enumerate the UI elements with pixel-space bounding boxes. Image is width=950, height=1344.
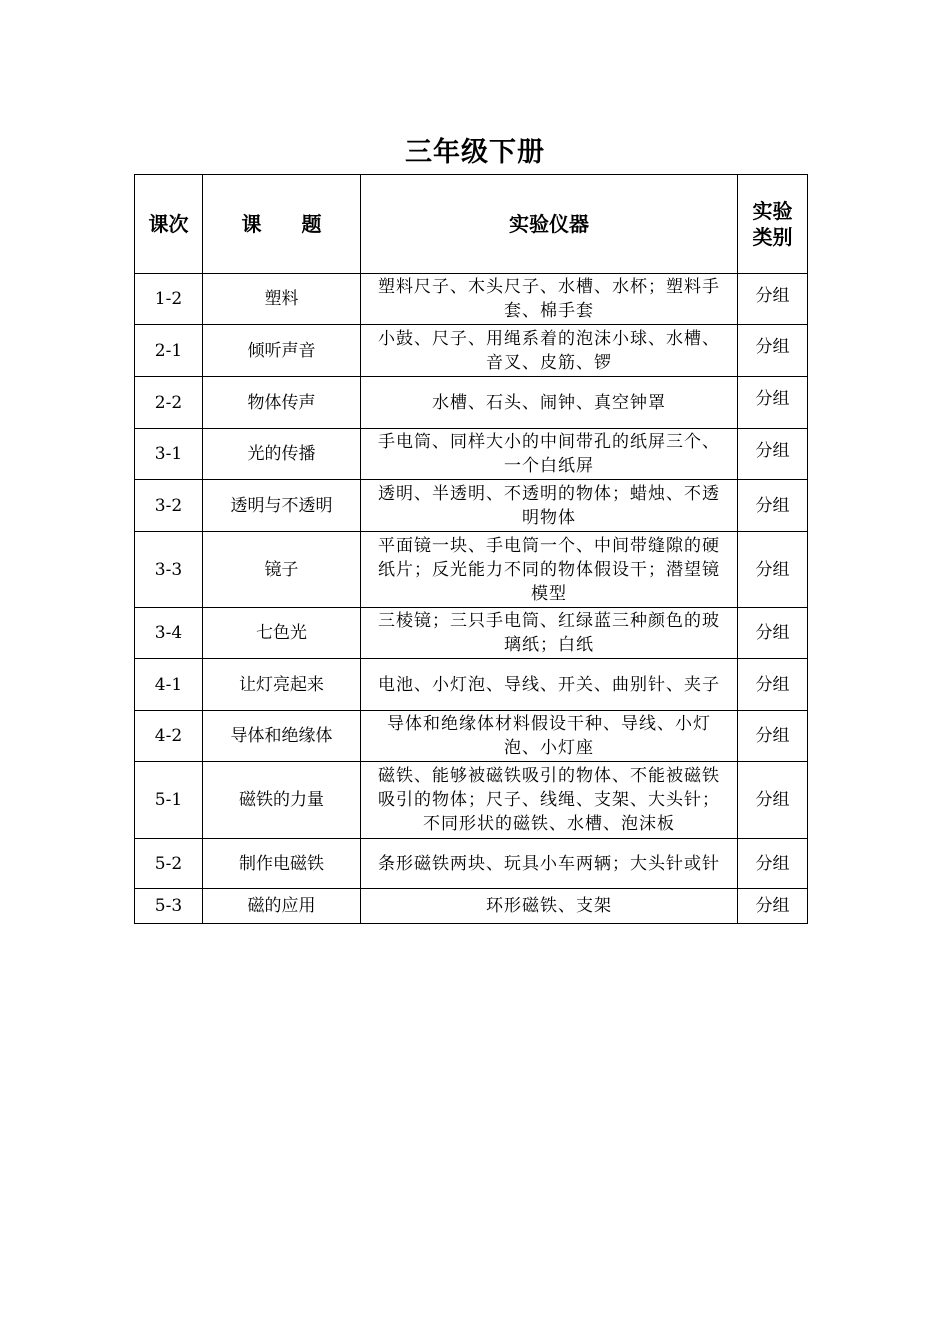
table-row (135, 429, 808, 480)
equipment-cell: 三棱镜；三只手电筒、红绿蓝三种颜色的玻璃纸；白纸 (361, 608, 738, 659)
page-title: 三年级下册 (405, 137, 545, 168)
lesson-cell: 2-1 (135, 325, 203, 377)
equipment-cell: 透明、半透明、不透明的物体；蜡烛、不透明物体 (361, 480, 738, 532)
equipment-cell: 小鼓、尺子、用绳系着的泡沫小球、水槽、音叉、皮筋、锣 (361, 325, 738, 377)
category-cell: 分组 (738, 608, 808, 659)
lesson-cell: 1-2 (135, 274, 203, 325)
table-row (135, 325, 808, 377)
equipment-cell: 环形磁铁、支架 (361, 889, 738, 924)
lesson-cell: 4-1 (135, 659, 203, 711)
lesson-cell: 3-3 (135, 532, 203, 608)
lesson-cell: 3-1 (135, 429, 203, 480)
category-cell: 分组 (738, 274, 808, 325)
header-row (135, 175, 808, 274)
table-row (135, 889, 808, 924)
lesson-cell: 5-1 (135, 762, 203, 839)
header-category: 实验类别 (738, 175, 808, 274)
topic-cell: 塑料 (203, 274, 361, 325)
topic-cell: 七色光 (203, 608, 361, 659)
category-cell: 分组 (738, 659, 808, 711)
category-cell: 分组 (738, 762, 808, 839)
header-topic: 课 题 (203, 175, 361, 274)
table-row (135, 711, 808, 762)
topic-cell: 倾听声音 (203, 325, 361, 377)
topic-cell: 物体传声 (203, 377, 361, 429)
category-cell: 分组 (738, 711, 808, 762)
category-cell: 分组 (738, 480, 808, 532)
lesson-cell: 4-2 (135, 711, 203, 762)
topic-cell: 镜子 (203, 532, 361, 608)
category-cell: 分组 (738, 889, 808, 924)
category-cell: 分组 (738, 325, 808, 377)
lesson-cell: 5-2 (135, 839, 203, 889)
table-row (135, 839, 808, 889)
equipment-cell: 导体和绝缘体材料假设干种、导线、小灯泡、小灯座 (361, 711, 738, 762)
header-equipment: 实验仪器 (361, 175, 738, 274)
equipment-cell: 手电筒、同样大小的中间带孔的纸屏三个、一个白纸屏 (361, 429, 738, 480)
category-cell: 分组 (738, 377, 808, 429)
lesson-cell: 3-2 (135, 480, 203, 532)
category-cell: 分组 (738, 532, 808, 608)
equipment-cell: 条形磁铁两块、玩具小车两辆；大头针或针 (361, 839, 738, 889)
header-lesson: 课次 (135, 175, 203, 274)
lesson-cell: 2-2 (135, 377, 203, 429)
table-row (135, 659, 808, 711)
equipment-cell: 水槽、石头、闹钟、真空钟罩 (361, 377, 738, 429)
equipment-cell: 电池、小灯泡、导线、开关、曲别针、夹子 (361, 659, 738, 711)
topic-cell: 透明与不透明 (203, 480, 361, 532)
topic-cell: 制作电磁铁 (203, 839, 361, 889)
topic-cell: 导体和绝缘体 (203, 711, 361, 762)
topic-cell: 磁的应用 (203, 889, 361, 924)
topic-cell: 光的传播 (203, 429, 361, 480)
topic-cell: 磁铁的力量 (203, 762, 361, 839)
equipment-cell: 塑料尺子、木头尺子、水槽、水杯；塑料手套、棉手套 (361, 274, 738, 325)
experiment-table (134, 174, 808, 924)
category-cell: 分组 (738, 429, 808, 480)
category-cell: 分组 (738, 839, 808, 889)
table-row (135, 608, 808, 659)
table-row (135, 532, 808, 608)
table-row (135, 480, 808, 532)
table-row (135, 377, 808, 429)
lesson-cell: 3-4 (135, 608, 203, 659)
table-row (135, 274, 808, 325)
topic-cell: 让灯亮起来 (203, 659, 361, 711)
equipment-cell: 磁铁、能够被磁铁吸引的物体、不能被磁铁吸引的物体；尺子、线绳、支架、大头针；不同形状的磁铁、水槽、泡沫板 (361, 762, 738, 839)
table-row (135, 762, 808, 839)
equipment-cell: 平面镜一块、手电筒一个、中间带缝隙的硬纸片；反光能力不同的物体假设干；潜望镜模型 (361, 532, 738, 608)
lesson-cell: 5-3 (135, 889, 203, 924)
